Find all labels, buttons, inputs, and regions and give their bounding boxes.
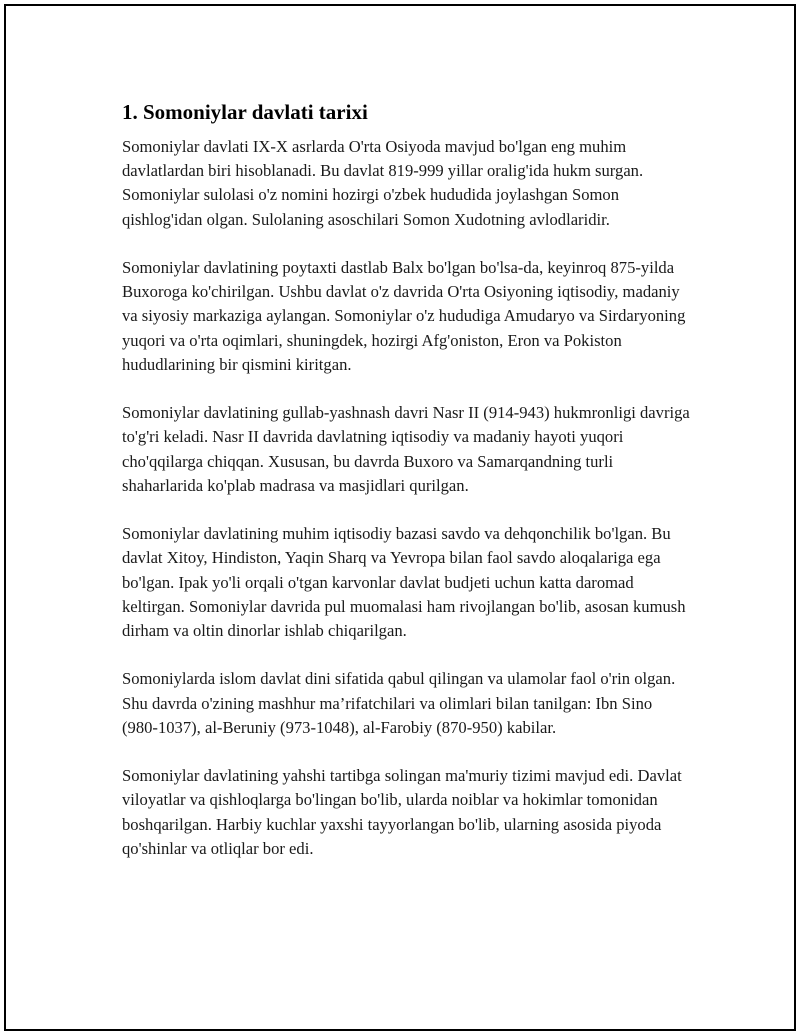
- paragraph-history-intro: Somoniylar davlati IX-X asrlarda O'rta Osiyoda mavjud bo'lgan eng muhim davlatlardan biri hisoblanadi. Bu davlat 819-999 yillar oralig'ida hukm surgan. Somoniylar sulolasi o'z nomini hozirgi o'zbek hududida joylashgan Somon qishlog'idan olgan. Sulolaning asoschilari Somon Xudotning avlodlaridir.: [122, 137, 644, 229]
- page-frame: [4, 4, 796, 1031]
- paragraph-capital: Somoniylar davlatining poytaxti dastlab Balx bo'lgan bo'lsa-da, keyinroq 875-yilda Buxoroga ko'chirilgan. Ushbu davlat o'z davrida O'rta Osiyoning iqtisodiy, madaniy va siyosiy markaziga aylangan. Somoniylar o'z hududiga Amudaryo va Sirdaryoning yuqori va o'rta oqimlari, shuningdek, hozirgi Afg'oniston, Eron va Pokiston hududlarining bir qismini kiritgan.: [122, 258, 686, 374]
- paragraph-golden-age: Somoniylar davlatining gullab-yashnash davri Nasr II (914-943) hukmronligi davriga to'g'ri keladi. Nasr II davrida davlatning iqtisodiy va madaniy hayoti yuqori cho'qqilarga chiqqan. Xususan, bu davrda Buxoro va Samarqandning turli shaharlarida ko'plab madrasa va masjidlari qurilgan.: [122, 403, 690, 495]
- paragraph-administration: Somoniylar davlatining yahshi tartibga solingan ma'muriy tizimi mavjud edi. Davlat viloyatlar va qishloqlarga bo'lingan bo'lib, ularda noiblar va hokimlar tomonidan boshqarilgan. Harbiy kuchlar yaxshi tayyorlangan bo'lib, ularning asosida piyoda qo'shinlar va otliqlar bor edi.: [122, 766, 682, 858]
- paragraph-religion-science: Somoniylarda islom davlat dini sifatida qabul qilingan va ulamolar faol o'rin olgan. Shu davrda o'zining mashhur ma’rifatchilari va olimlari bilan tanilgan: Ibn Sino (980-1037), al-Beruniy (973-1048), al-Farobiy (870-950) kabilar.: [122, 669, 676, 737]
- document-body: [122, 98, 692, 885]
- paragraph-economy: Somoniylar davlatining muhim iqtisodiy bazasi savdo va dehqonchilik bo'lgan. Bu davlat Xitoy, Hindiston, Yaqin Sharq va Yevropa bilan faol savdo aloqalariga ega bo'lgan. Ipak yo'li orqali o'tgan karvonlar davlat budjeti uchun katta daromad keltirgan. Somoniylar davrida pul muomalasi ham rivojlangan bo'lib, asosan kumush dirham va oltin dinorlar ishlab chiqarilgan.: [122, 524, 686, 641]
- document-title: 1. Somoniylar davlati tarixi: [122, 100, 368, 124]
